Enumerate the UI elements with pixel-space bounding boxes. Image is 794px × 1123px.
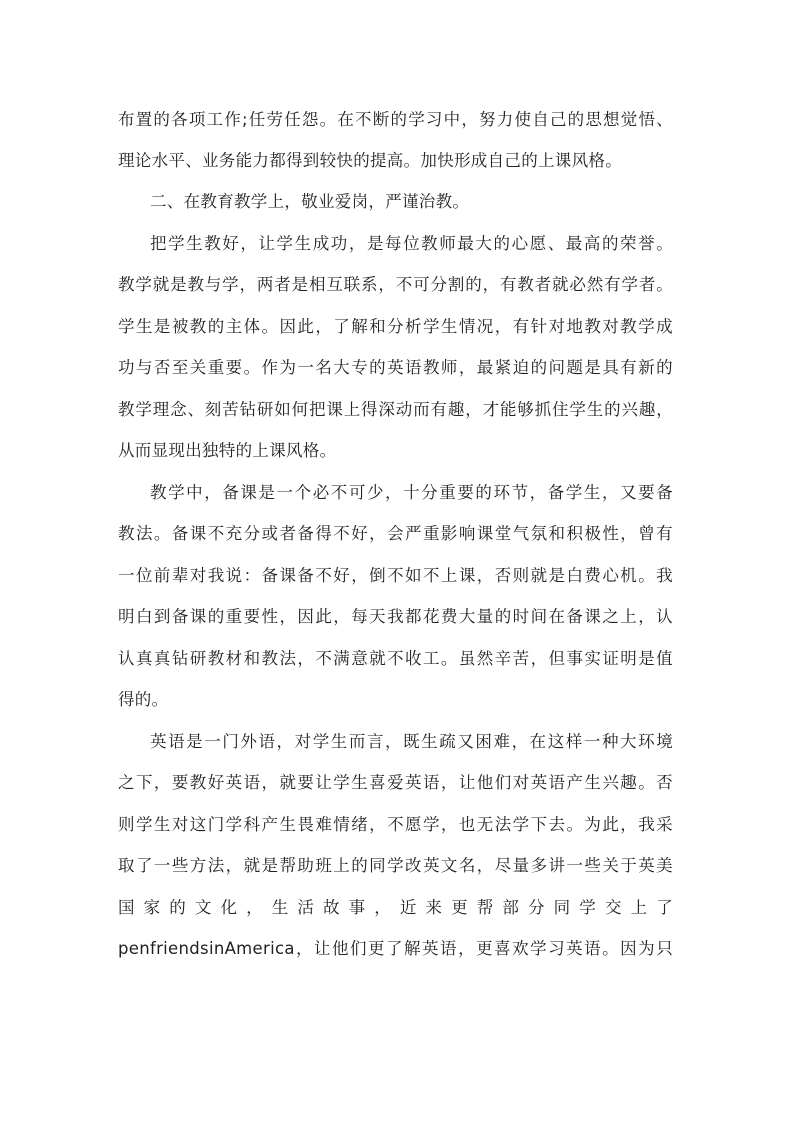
text-line: 教学理念、刻苦钻研如何把课上得深动而有趣，才能够抓住学生的兴趣， [118,400,673,419]
text-line: 教学就是教与学，两者是相互联系，不可分割的，有教者就必然有学者。 [118,275,673,294]
text-line: 得的。 [118,690,169,709]
text-line: 教学中，备课是一个必不可少，十分重要的环节，备学生，又要备 [150,483,673,502]
text-line: 明白到备课的重要性，因此，每天我都花费大量的时间在备课之上，认 [118,607,673,626]
text-line: 功与否至关重要。作为一名大专的英语教师，最紧迫的问题是具有新的 [118,358,673,377]
text-line: 之下，要教好英语，就要让学生喜爱英语，让他们对英语产生兴趣。否 [118,773,673,792]
text-line: 从而显现出独特的上课风格。 [118,441,337,460]
section-heading: 二、在教育教学上，敬业爱岗，严谨治教。 [150,192,470,211]
text-line: 教法。备课不充分或者备得不好，会严重影响课堂气氛和积极性，曾有 [118,524,673,543]
text-line: 国 家 的 文 化 ， 生 活 故 事 ， 近 来 更 帮 部 分 同 学 交 上 了 [118,898,673,917]
text-line: 取了一些方法，就是帮助班上的同学改英文名，尽量多讲一些关于英美 [118,856,673,875]
text-line: 理论水平、业务能力都得到较快的提高。加快形成自己的上课风格。 [118,151,622,170]
text-line: 把学生教好，让学生成功，是每位教师最大的心愿、最高的荣誉。 [150,234,673,253]
text-line: penfriendsinAmerica，让他们更了解英语，更喜欢学习英语。因为只 [118,939,673,958]
text-line: 则学生对这门学科产生畏难情绪，不愿学，也无法学下去。为此，我采 [118,815,673,834]
text-line: 英语是一门外语，对学生而言，既生疏又困难，在这样一种大环境 [150,732,673,751]
text-line: 学生是被教的主体。因此，了解和分析学生情况，有针对地教对教学成 [118,317,673,336]
text-line: 布置的各项工作;任劳任怨。在不断的学习中，努力使自己的思想觉悟、 [118,110,673,129]
text-line: 一位前辈对我说：备课备不好，倒不如不上课，否则就是白费心机。我 [118,566,673,585]
text-line: 认真真钻研教材和教法，不满意就不收工。虽然辛苦，但事实证明是值 [118,649,673,668]
